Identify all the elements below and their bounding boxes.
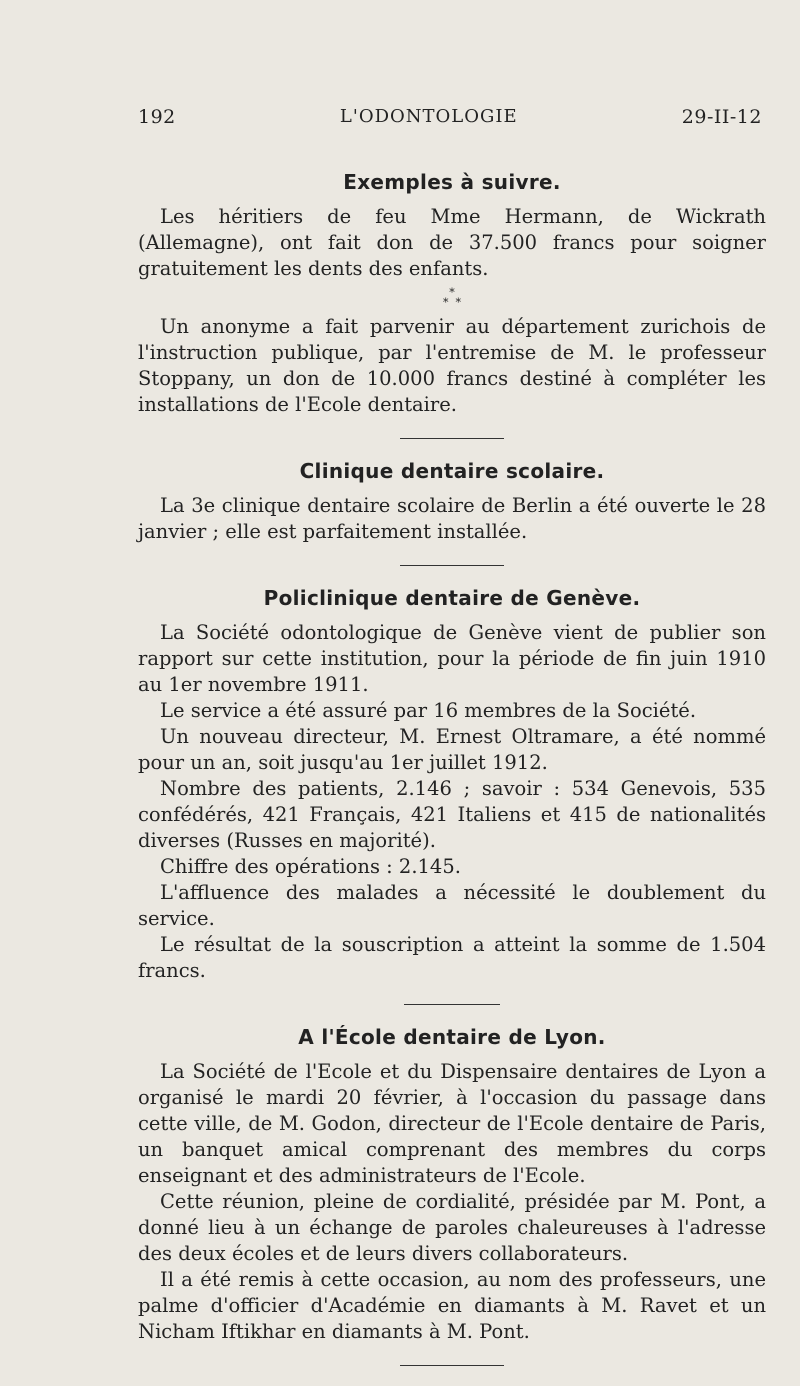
page-number: 192: [138, 106, 176, 128]
section-divider: [400, 565, 504, 566]
paragraph: Cette réunion, pleine de cordialité, présidée par M. Pont, a donné lieu à un échange de paroles chaleureuses à l'adresse des deux écoles et de leurs divers collaborateurs.: [138, 1190, 766, 1265]
issue-date: 29-II-12: [681, 106, 762, 128]
paragraph: La 3e clinique dentaire scolaire de Berlin a été ouverte le 28 janvier ; elle est parfaitement installée.: [138, 494, 766, 543]
paragraph: Un nouveau directeur, M. Ernest Oltramare, a été nommé pour un an, soit jusqu'au 1er juillet 1912.: [138, 725, 766, 774]
end-divider: [400, 1365, 504, 1366]
article-body: [138, 170, 766, 1386]
paragraph: La Société de l'Ecole et du Dispensaire dentaires de Lyon a organisé le mardi 20 février, à l'occasion du passage dans cette ville, de M. Godon, directeur de l'Ecole dentaire de Paris, un banquet amical comprenant des membres du corps enseignant et des administrateurs de l'Ecole.: [138, 1060, 766, 1187]
section-divider: [404, 1004, 500, 1005]
journal-title: L'ODONTOLOGIE: [339, 106, 518, 127]
section-title-clinique: Clinique dentaire scolaire.: [299, 459, 605, 483]
paragraph: Nombre des patients, 2.146 ; savoir : 534 Genevois, 535 confédérés, 421 Français, 421 Italiens et 415 de nationalités diverses (Russes en majorité).: [138, 777, 766, 852]
section-divider: [400, 438, 504, 439]
section-title-lyon: A l'École dentaire de Lyon.: [298, 1025, 606, 1049]
paragraph: Il a été remis à cette occasion, au nom des professeurs, une palme d'officier d'Académie en diamants à M. Ravet et un Nicham Iftikhar en diamants à M. Pont.: [138, 1268, 766, 1343]
paragraph: L'affluence des malades a nécessité le doublement du service.: [138, 881, 766, 930]
paragraph: Un anonyme a fait parvenir au département zurichois de l'instruction publique, par l'entremise de M. le professeur Stoppany, un don de 10.000 francs destiné à compléter les installations de l'Ecole dentaire.: [138, 315, 766, 416]
running-head: [138, 106, 762, 128]
paragraph: Le service a été assuré par 16 membres de la Société.: [160, 699, 697, 722]
paragraph: La Société odontologique de Genève vient de publier son rapport sur cette institution, pour la période de fin juin 1910 au 1er novembre 1911.: [138, 621, 766, 696]
paragraph: Le résultat de la souscription a atteint la somme de 1.504 francs.: [138, 933, 766, 982]
section-title-policlinique: Policlinique dentaire de Genève.: [263, 586, 641, 610]
paragraph: Chiffre des opérations : 2.145.: [160, 855, 461, 878]
asterism: * * *: [443, 286, 461, 309]
paragraph: Les héritiers de feu Mme Hermann, de Wickrath (Allemagne), ont fait don de 37.500 francs pour soigner gratuitement les dents des enfants.: [138, 205, 766, 280]
section-title-exemples: Exemples à suivre.: [343, 170, 561, 194]
